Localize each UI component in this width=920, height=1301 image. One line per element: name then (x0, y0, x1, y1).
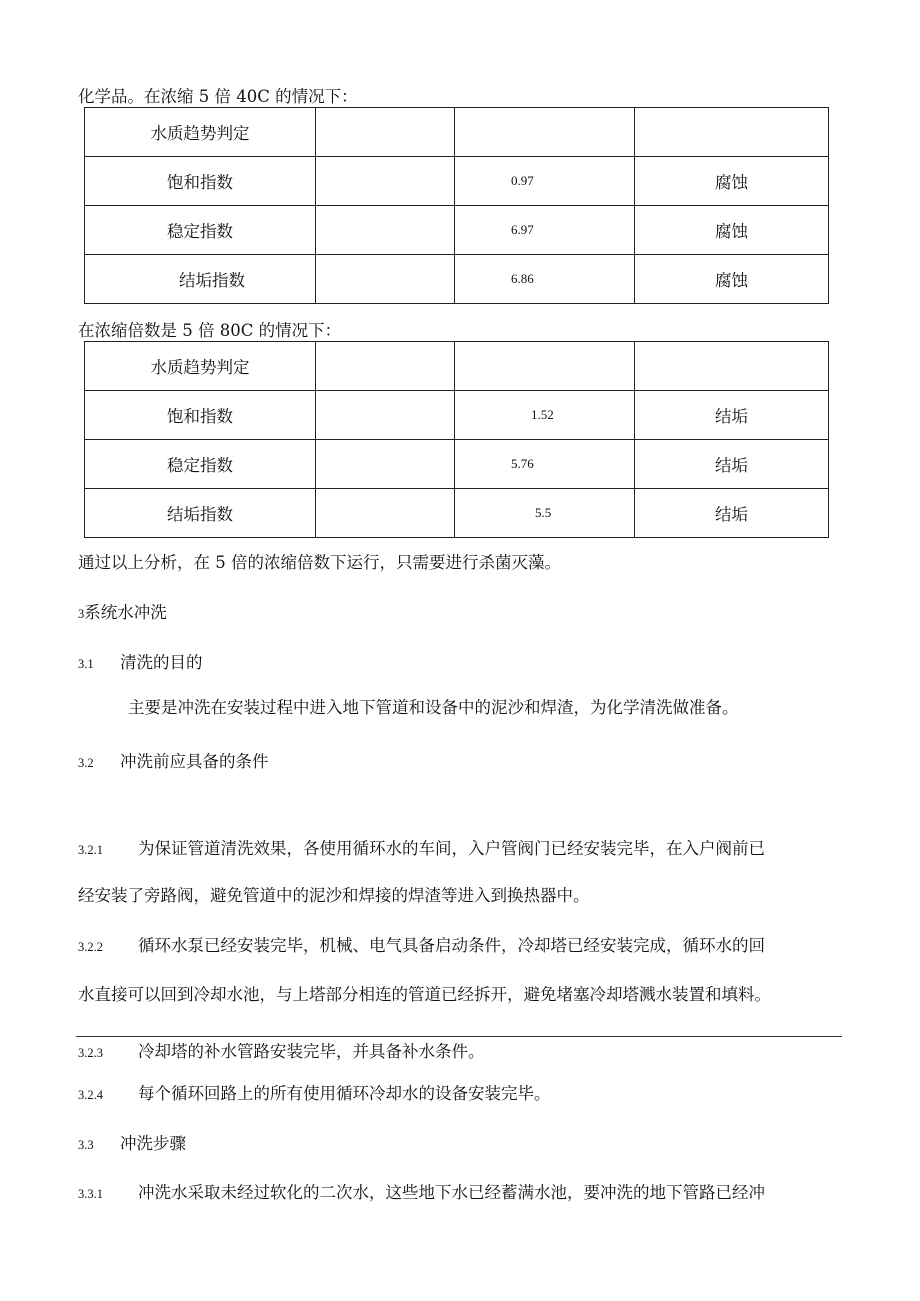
index-value: 5.5 (455, 489, 635, 538)
index-value: 6.97 (455, 206, 635, 255)
trend-result: 腐蚀 (635, 206, 829, 255)
section-3-2-2-cont: 水直接可以回到冷却水池，与上塔部分相连的管道已经拆开，避免堵塞冷却塔溅水装置和填料。 (78, 985, 771, 1004)
intro-40c: 化学品。在浓缩 5 倍 40C 的情况下： (78, 87, 358, 106)
section-number: 3.2.1 (78, 843, 103, 857)
intro-80c: 在浓缩倍数是 5 倍 80C 的情况下： (78, 321, 342, 340)
table-row (85, 342, 829, 391)
index-value: 6.86 (455, 255, 635, 304)
section-title: 清洗的目的 (120, 653, 203, 672)
paragraph-text: 冷却塔的补水管路安装完毕，并具备补水条件。 (138, 1042, 485, 1061)
index-value: 5.76 (455, 440, 635, 489)
trend-result: 结垢 (635, 391, 829, 440)
section-3-1-heading (78, 652, 203, 675)
section-number: 3.3 (78, 1138, 94, 1152)
section-3-2-3 (78, 1041, 485, 1064)
table-row (85, 391, 829, 440)
paragraph-text: 冲洗水采取未经过软化的二次水，这些地下水已经蓄满水池，要冲洗的地下管路已经冲 (138, 1183, 765, 1202)
section-number: 3 (78, 607, 85, 621)
section-number: 3.2.3 (78, 1046, 103, 1060)
index-name: 稳定指数 (85, 206, 316, 255)
index-value: 1.52 (455, 391, 635, 440)
section-3-2-4 (78, 1083, 551, 1106)
paragraph-text: 每个循环回路上的所有使用循环冷却水的设备安装完毕。 (138, 1084, 551, 1103)
table-header-cell: 水质趋势判定 (85, 342, 316, 391)
section-number: 3.2 (78, 756, 94, 770)
trend-result: 腐蚀 (635, 157, 829, 206)
index-name: 结垢指数 (85, 489, 316, 538)
table-row (85, 157, 829, 206)
section-3-2-1 (78, 838, 765, 861)
page-divider (76, 1036, 842, 1037)
paragraph-text: 循环水泵已经安装完毕，机械、电气具备启动条件，冷却塔已经安装完成，循环水的回 (138, 936, 765, 955)
section-title: 冲洗前应具备的条件 (120, 752, 269, 771)
section-title: 系统水冲洗 (84, 603, 167, 622)
trend-result: 腐蚀 (635, 255, 829, 304)
section-3-2-2 (78, 935, 765, 958)
section-number: 3.2.2 (78, 940, 103, 954)
table-header-cell: 水质趋势判定 (85, 108, 316, 157)
index-name: 饱和指数 (85, 391, 316, 440)
index-name: 结垢指数 (85, 255, 316, 304)
section-title: 冲洗步骤 (120, 1134, 186, 1153)
section-number: 3.2.4 (78, 1088, 103, 1102)
section-3-2-heading (78, 751, 269, 774)
table-row (85, 108, 829, 157)
section-number: 3.3.1 (78, 1187, 103, 1201)
table-row (85, 489, 829, 538)
paragraph-text: 为保证管道清洗效果，各使用循环水的车间，入户管阀门已经安装完毕，在入户阀前已 (138, 839, 765, 858)
index-name: 稳定指数 (85, 440, 316, 489)
section-3-heading (78, 602, 167, 625)
table-40c (84, 107, 829, 304)
index-value: 0.97 (455, 157, 635, 206)
section-number: 3.1 (78, 657, 94, 671)
index-name: 饱和指数 (85, 157, 316, 206)
trend-result: 结垢 (635, 440, 829, 489)
section-3-3-heading (78, 1133, 186, 1156)
section-3-2-1-cont: 经安装了旁路阀，避免管道中的泥沙和焊接的焊渣等进入到换热器中。 (78, 886, 590, 905)
table-80c (84, 341, 829, 538)
section-3-3-1 (78, 1182, 765, 1205)
table-row (85, 255, 829, 304)
table-row (85, 206, 829, 255)
conclusion: 通过以上分析，在 5 倍的浓缩倍数下运行，只需要进行杀菌灭藻。 (78, 553, 561, 572)
table-row (85, 440, 829, 489)
section-3-1-body: 主要是冲洗在安装过程中进入地下管道和设备中的泥沙和焊渣，为化学清洗做准备。 (128, 698, 739, 717)
trend-result: 结垢 (635, 489, 829, 538)
